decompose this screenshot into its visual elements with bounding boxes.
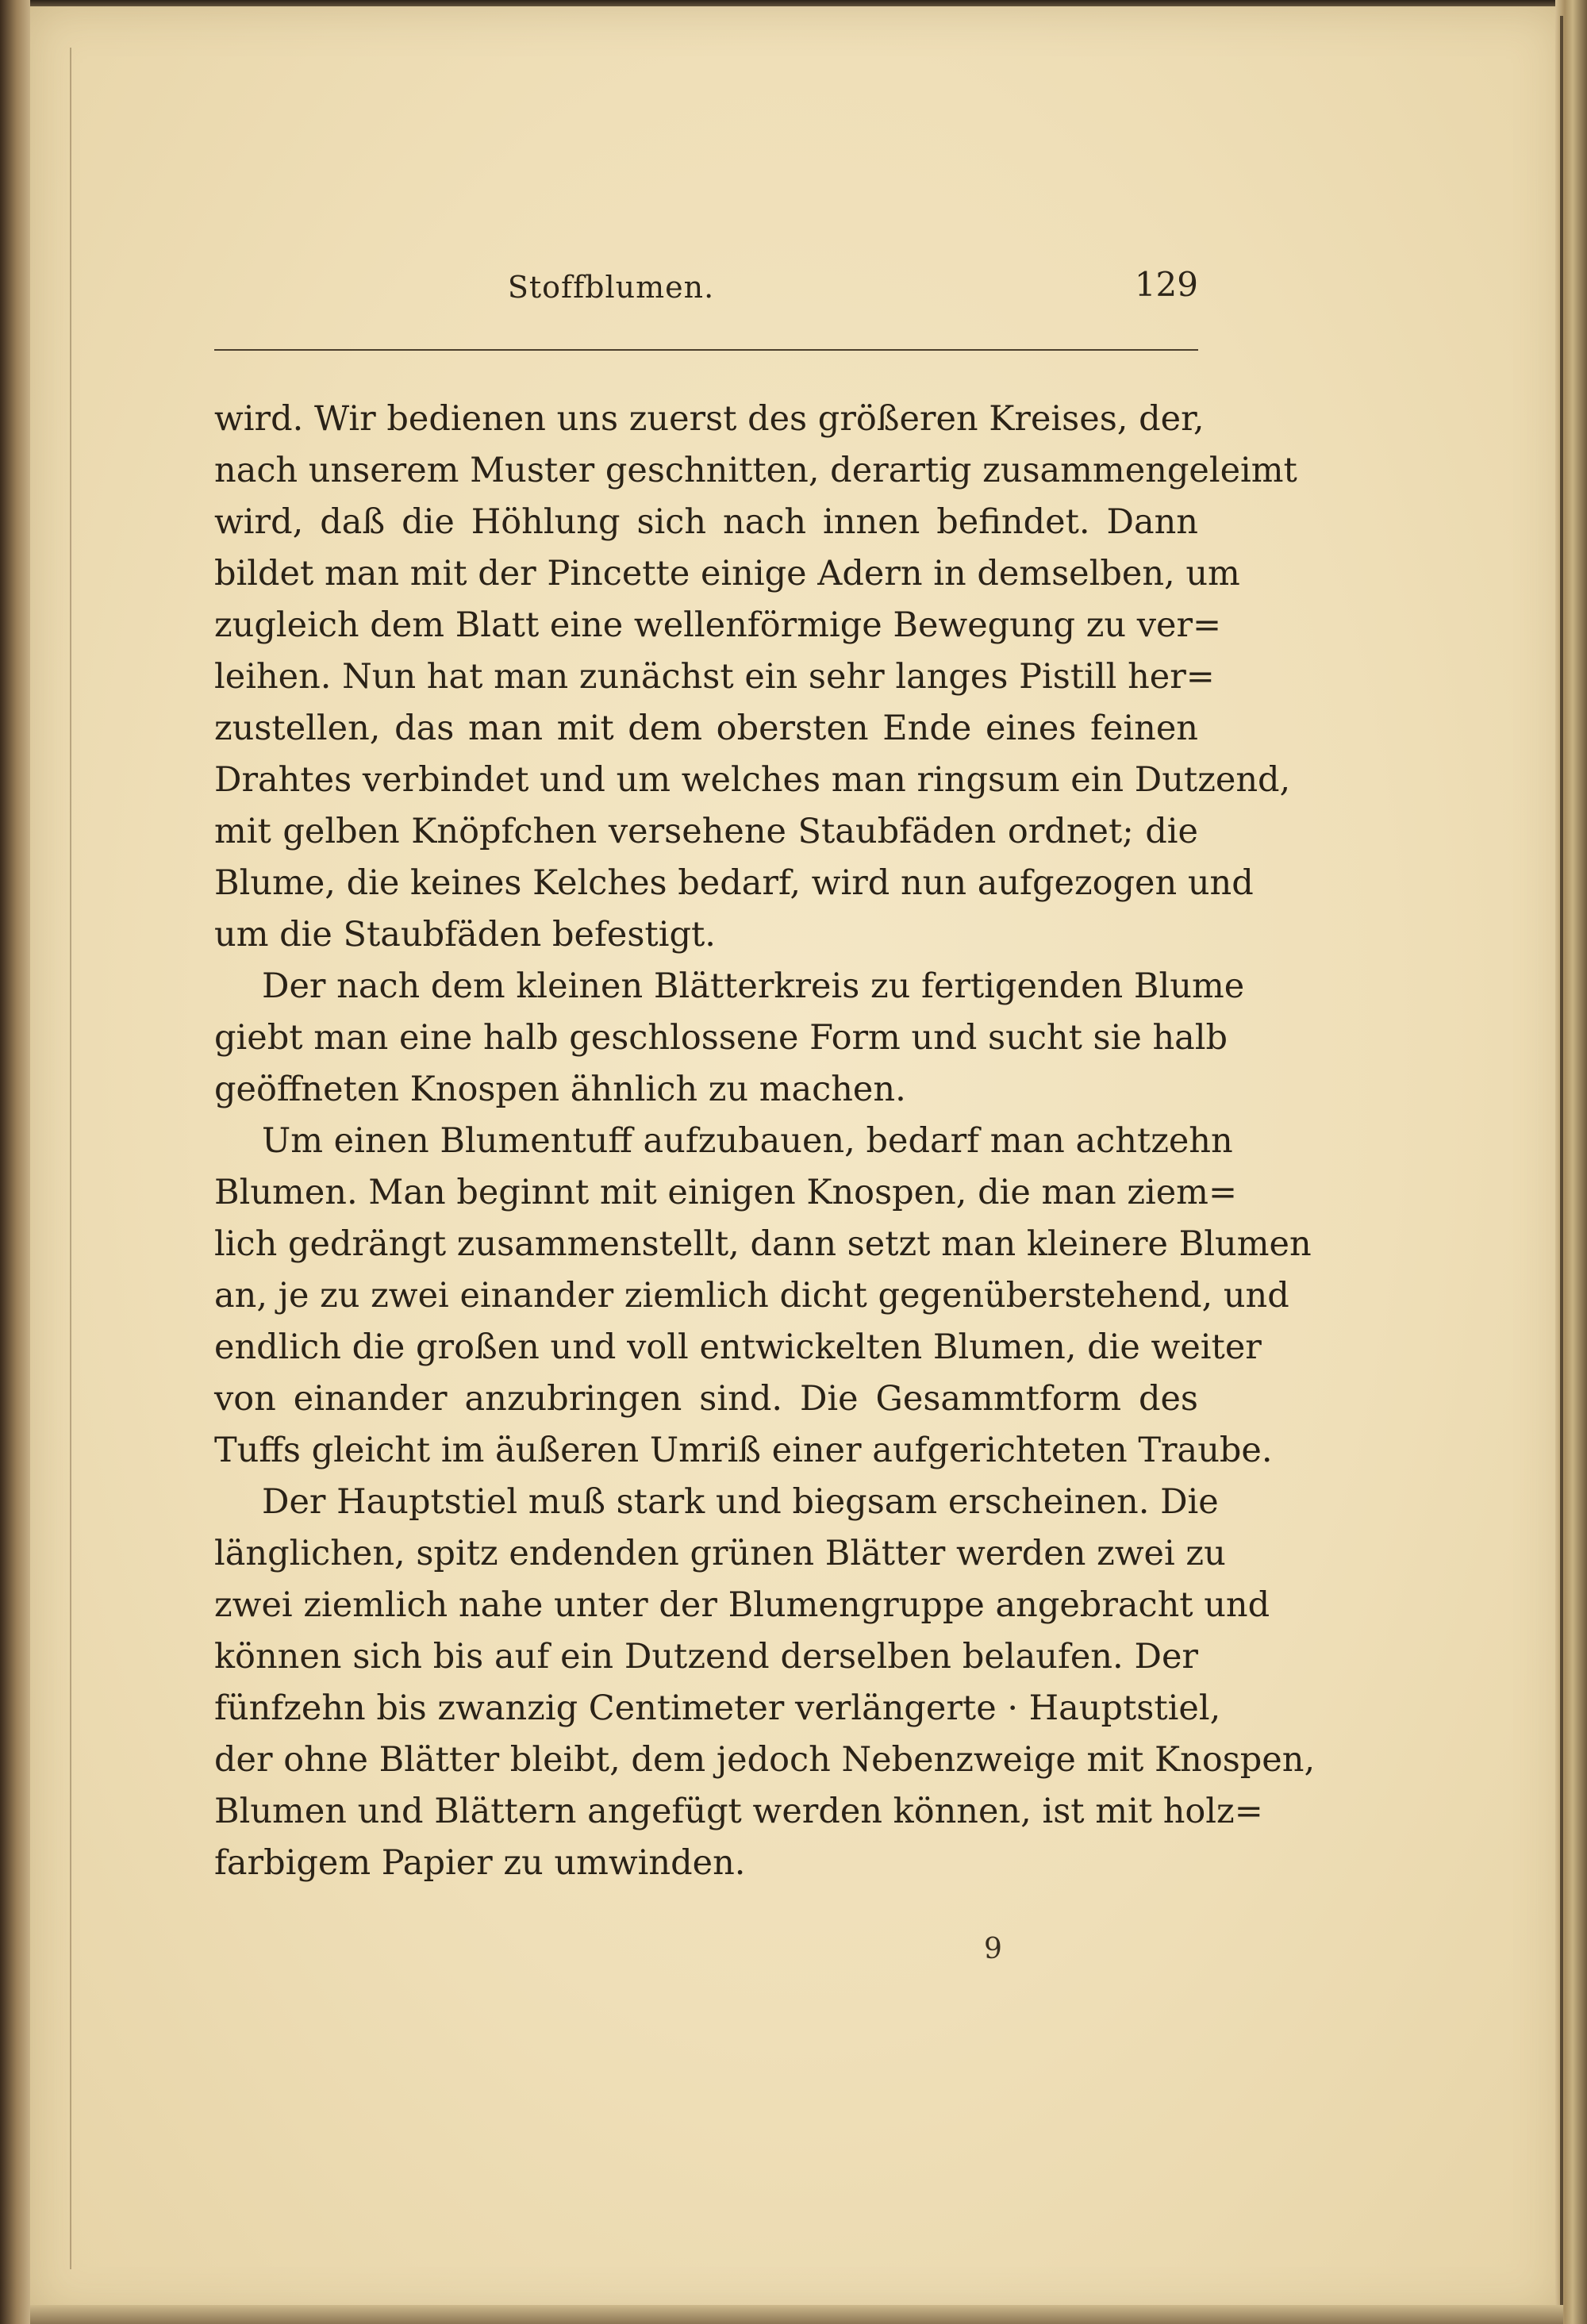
text-line: Der Hauptstiel muß stark und biegsam erscheinen. Die [262, 1482, 1219, 1522]
text-line: fünfzehn bis zwanzig Centimeter verlängerte · Hauptstiel, [214, 1688, 1221, 1728]
page-right-edge-line [1560, 16, 1563, 2309]
text-line: um die Staubfäden befestigt. [214, 915, 716, 955]
text-line: wird. Wir bedienen uns zuerst des größeren Kreises, der, [214, 399, 1205, 439]
page-fold-line [70, 48, 71, 2269]
page-bottom-edge [30, 2305, 1563, 2324]
text-line: zustellen, das man mit dem obersten Ende eines feinen [214, 709, 1198, 748]
text-line: lich gedrängt zusammenstellt, dann setzt man kleinere Blumen [214, 1224, 1312, 1264]
text-line: endlich die großen und voll entwickelten Blumen, die weiter [214, 1327, 1262, 1367]
text-line: von einander anzubringen sind. Die Gesammtform des [214, 1379, 1198, 1419]
text-line: nach unserem Muster geschnitten, derartig zusammengeleimt [214, 451, 1297, 490]
text-line: zugleich dem Blatt eine wellenförmige Bewegung zu ver= [214, 605, 1222, 645]
paragraph-3 [214, 1116, 1312, 1477]
text-line: an, je zu zwei einander ziemlich dicht gegenüberstehend, und [214, 1276, 1289, 1316]
text-line: Der nach dem kleinen Blätterkreis zu fertigenden Blume [262, 966, 1245, 1006]
text-line: zwei ziemlich nahe unter der Blumengruppe angebracht und [214, 1585, 1270, 1625]
body-text [214, 394, 1316, 1889]
text-line: Drahtes verbindet und um welches man ringsum ein Dutzend, [214, 760, 1291, 800]
text-line: Blume, die keines Kelches bedarf, wird nun aufgezogen und [214, 863, 1254, 903]
running-title: Stoffblumen. [507, 270, 715, 305]
paragraph-2 [214, 961, 1245, 1116]
text-line: giebt man eine halb geschlossene Form und sucht sie halb [214, 1018, 1228, 1058]
text-line: geöffneten Knospen ähnlich zu machen. [214, 1070, 906, 1109]
text-line: bildet man mit der Pincette einige Adern in demselben, um [214, 554, 1240, 593]
text-line: mit gelben Knöpfchen versehene Staubfäden ordnet; die [214, 812, 1198, 851]
text-line: Um einen Blumentuff aufzubauen, bedarf man achtzehn [262, 1121, 1233, 1161]
text-line: Blumen. Man beginnt mit einigen Knospen, die man ziem= [214, 1173, 1237, 1212]
text-line: farbigem Papier zu umwinden. [214, 1843, 746, 1883]
text-line: Tuffs gleicht im äußeren Umriß einer aufgerichteten Traube. [214, 1431, 1273, 1470]
text-line: Blumen und Blättern angefügt werden können, ist mit holz= [214, 1792, 1263, 1831]
paragraph-4 [214, 1477, 1316, 1889]
header-rule [214, 349, 1198, 351]
page-number: 129 [1134, 265, 1198, 304]
paragraph-1 [214, 394, 1297, 961]
text-line: wird, daß die Höhlung sich nach innen befindet. Dann [214, 502, 1198, 542]
text-line: leihen. Nun hat man zunächst ein sehr langes Pistill her= [214, 657, 1215, 697]
text-line: länglichen, spitz endenden grünen Blätter werden zwei zu [214, 1534, 1226, 1573]
signature-mark: 9 [984, 1933, 1002, 1965]
text-line: der ohne Blätter bleibt, dem jedoch Nebenzweige mit Knospen, [214, 1740, 1316, 1780]
text-line: können sich bis auf ein Dutzend derselben belaufen. Der [214, 1637, 1198, 1677]
running-header [214, 265, 1198, 317]
